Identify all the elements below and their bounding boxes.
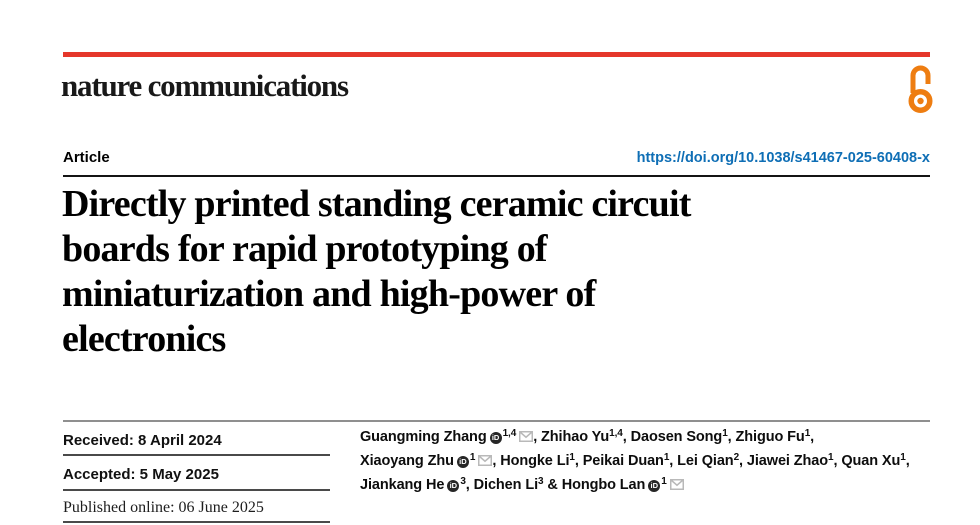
author-name: Zhiguo Fu bbox=[735, 429, 805, 445]
affiliation-superscript: 1 bbox=[722, 428, 728, 440]
author-list bbox=[360, 426, 945, 498]
title-line: electronics bbox=[62, 318, 226, 360]
author-line: Guangming Zhang iD $^{1,4}$ , Zhihao Yu$^{1,4}$, Daosen Song$^1$, Zhiguo Fu$^1$, bbox=[360, 426, 945, 450]
journal-logo: nature communications bbox=[61, 68, 348, 103]
header-divider bbox=[63, 175, 930, 177]
author-name: Quan Xu bbox=[841, 453, 901, 469]
affiliation-superscript: 2 bbox=[733, 452, 740, 464]
open-access-icon bbox=[907, 63, 934, 113]
title-line: miniaturization and high-power of bbox=[62, 273, 596, 315]
affiliation-superscript: 1 bbox=[663, 452, 670, 464]
author-name: Hongbo Lan bbox=[561, 477, 646, 493]
affiliation-superscript: 1 bbox=[469, 452, 476, 464]
author-name: Lei Qian bbox=[677, 453, 734, 469]
author-name: Xiaoyang Zhu bbox=[360, 453, 454, 469]
date-divider bbox=[63, 454, 330, 456]
affiliation-superscript: 1 bbox=[828, 452, 834, 464]
published-date: Published online: 06 June 2025 bbox=[63, 499, 264, 516]
orcid-icon: iD bbox=[457, 456, 469, 468]
brand-red-bar bbox=[63, 52, 930, 57]
date-divider bbox=[63, 489, 330, 491]
title-line: boards for rapid prototyping of bbox=[62, 228, 547, 270]
envelope-icon bbox=[670, 475, 684, 498]
affiliation-superscript: 1 bbox=[661, 476, 667, 488]
author-name: Daosen Song bbox=[630, 429, 723, 445]
orcid-icon: iD bbox=[447, 480, 459, 492]
date-divider bbox=[63, 521, 330, 523]
author-name: Peikai Duan bbox=[582, 453, 664, 469]
author-name: Guangming Zhang bbox=[360, 429, 487, 445]
author-name: Jiawei Zhao bbox=[746, 453, 828, 469]
orcid-icon: iD bbox=[490, 432, 502, 444]
affiliation-superscript: 3 bbox=[460, 476, 466, 488]
envelope-icon bbox=[478, 451, 492, 474]
info-top-divider bbox=[63, 420, 930, 422]
envelope-icon bbox=[519, 427, 533, 450]
author-name: Dichen Li bbox=[473, 477, 539, 493]
affiliation-superscript: 1,4 bbox=[609, 428, 623, 440]
affiliation-superscript: 3 bbox=[538, 476, 544, 488]
author-line: Jiankang He iD $^3$, Dichen Li$^3$ & Hongbo Lan iD $^1$ bbox=[360, 474, 945, 498]
affiliation-superscript: 1,4 bbox=[502, 428, 517, 440]
article-type-label: Article bbox=[63, 149, 110, 166]
author-name: Zhihao Yu bbox=[541, 429, 610, 445]
author-line: Xiaoyang Zhu iD $^1$ , Hongke Li$^1$, Peikai Duan$^1$, Lei Qian$^2$, Jiawei Zhao$^1$, Quan Xu$^1$, bbox=[360, 450, 945, 474]
author-name: Jiankang He bbox=[360, 477, 445, 493]
article-title bbox=[62, 182, 691, 362]
accepted-date: Accepted: 5 May 2025 bbox=[63, 466, 219, 483]
affiliation-superscript: 1 bbox=[900, 452, 906, 464]
affiliation-superscript: 1 bbox=[804, 428, 811, 440]
received-date: Received: 8 April 2024 bbox=[63, 432, 222, 449]
title-line: Directly printed standing ceramic circuit bbox=[62, 183, 691, 225]
doi-link[interactable]: https://doi.org/10.1038/s41467-025-60408-x bbox=[636, 150, 930, 166]
orcid-icon: iD bbox=[648, 480, 660, 492]
affiliation-superscript: 1 bbox=[569, 452, 575, 464]
author-name: Hongke Li bbox=[500, 453, 570, 469]
